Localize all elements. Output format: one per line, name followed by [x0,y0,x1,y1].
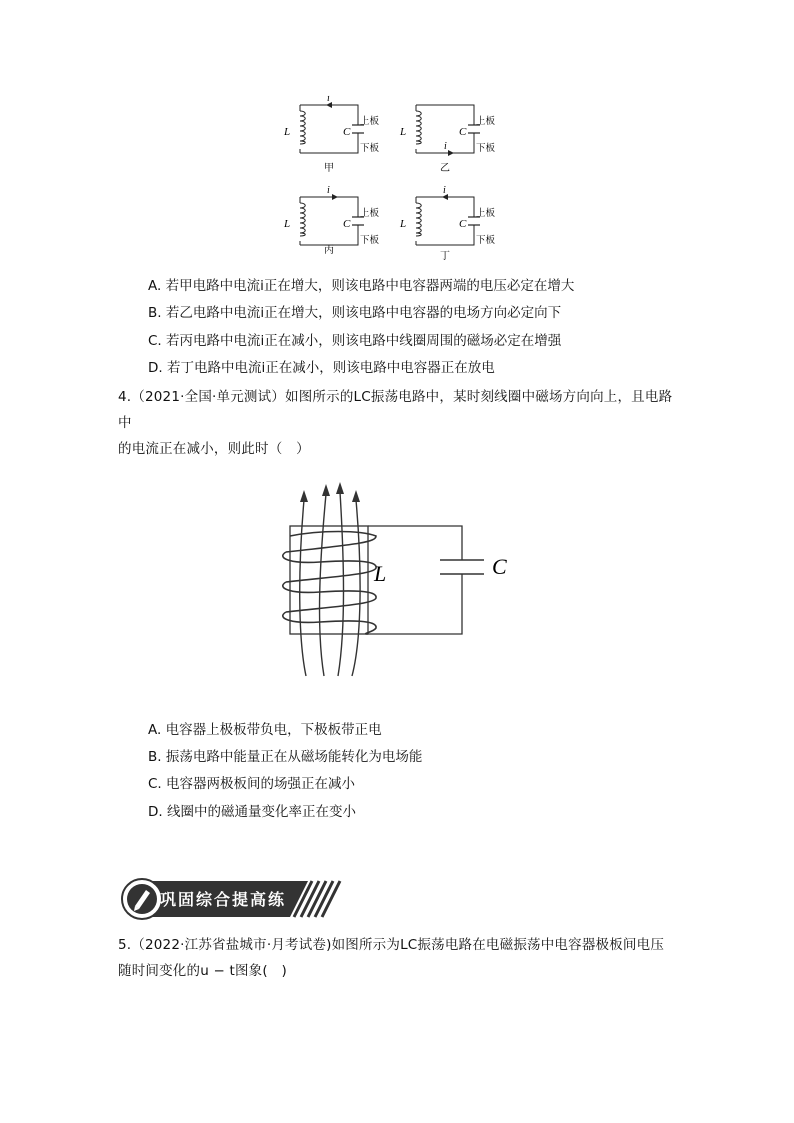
circuit-ding [399,185,496,262]
label-i: i [327,95,330,104]
label-C: C [459,126,467,138]
label-L: L [284,218,291,230]
circuit-jia [283,95,380,174]
label-L: L [400,218,407,230]
magnetic-field-lines [300,492,360,676]
circuit-bing [283,185,380,256]
label-C: C [343,126,351,138]
label-L: L [374,561,387,586]
circuit-caption: 丙 [324,245,334,256]
q4-lc-circuit-figure [280,478,520,678]
lc-circuits-figure [280,95,520,270]
label-C: C [459,218,467,230]
label-upper-plate: 上板 [476,116,496,127]
circuit-caption: 乙 [440,163,450,174]
q4-option-d: D. 线圈中的磁通量变化率正在变小 [148,804,356,820]
label-upper-plate: 上板 [360,208,380,219]
label-C: C [492,554,507,579]
circuit-yi [399,105,496,174]
q3-option-b: B. 若乙电路中电流i正在增大，则该电路中电容器的电场方向必定向下 [148,305,562,321]
circuit-caption: 丁 [440,251,450,262]
label-lower-plate: 下板 [360,143,380,154]
label-C: C [343,218,351,230]
q4-stem [118,384,678,462]
label-lower-plate: 下板 [360,235,380,246]
label-i: i [327,185,330,196]
q3-option-d: D. 若丁电路中电流i正在减小，则该电路中电容器正在放电 [148,360,495,376]
label-i: i [444,141,447,152]
current-arrow-right-icon [448,150,454,156]
q3-option-c: C. 若丙电路中电流i正在减小，则该电路中线圈周围的磁场必定在增强 [148,333,562,349]
label-lower-plate: 下板 [476,143,496,154]
label-upper-plate: 上板 [476,208,496,219]
q5-stem [118,932,678,984]
section-title: 巩固综合提高练 [160,890,287,909]
q4-stem-line2: 的电流正在减小，则此时（ ） [118,441,310,457]
circuit-caption: 甲 [324,163,334,174]
q4-stem-line1: 4.（2021·全国·单元测试）如图所示的LC振荡电路中，某时刻线圈中磁场方向向上，且电路中 [118,389,673,431]
field-arrow-up-icon [300,482,360,502]
label-i: i [443,185,446,196]
label-upper-plate: 上板 [360,116,380,127]
label-L: L [400,126,407,138]
q5-stem-line2: 随时间变化的u − t图象( ) [118,963,287,979]
q4-option-c: C. 电容器两极板间的场强正在减小 [148,776,356,792]
label-lower-plate: 下板 [476,235,496,246]
label-L: L [284,126,291,138]
q3-option-a: A. 若甲电路中电流i正在增大，则该电路中电容器两端的电压必定在增大 [148,278,575,294]
current-arrow-right-icon [332,194,338,200]
q4-option-a: A. 电容器上极板带负电，下极板带正电 [148,722,382,738]
q4-option-b: B. 振荡电路中能量正在从磁场能转化为电场能 [148,749,423,765]
coil-windings [283,532,376,635]
q5-stem-line1: 5.（2022·江苏省盐城市·月考试卷)如图所示为LC振荡电路在电磁振荡中电容器极板间电压 [118,937,665,953]
